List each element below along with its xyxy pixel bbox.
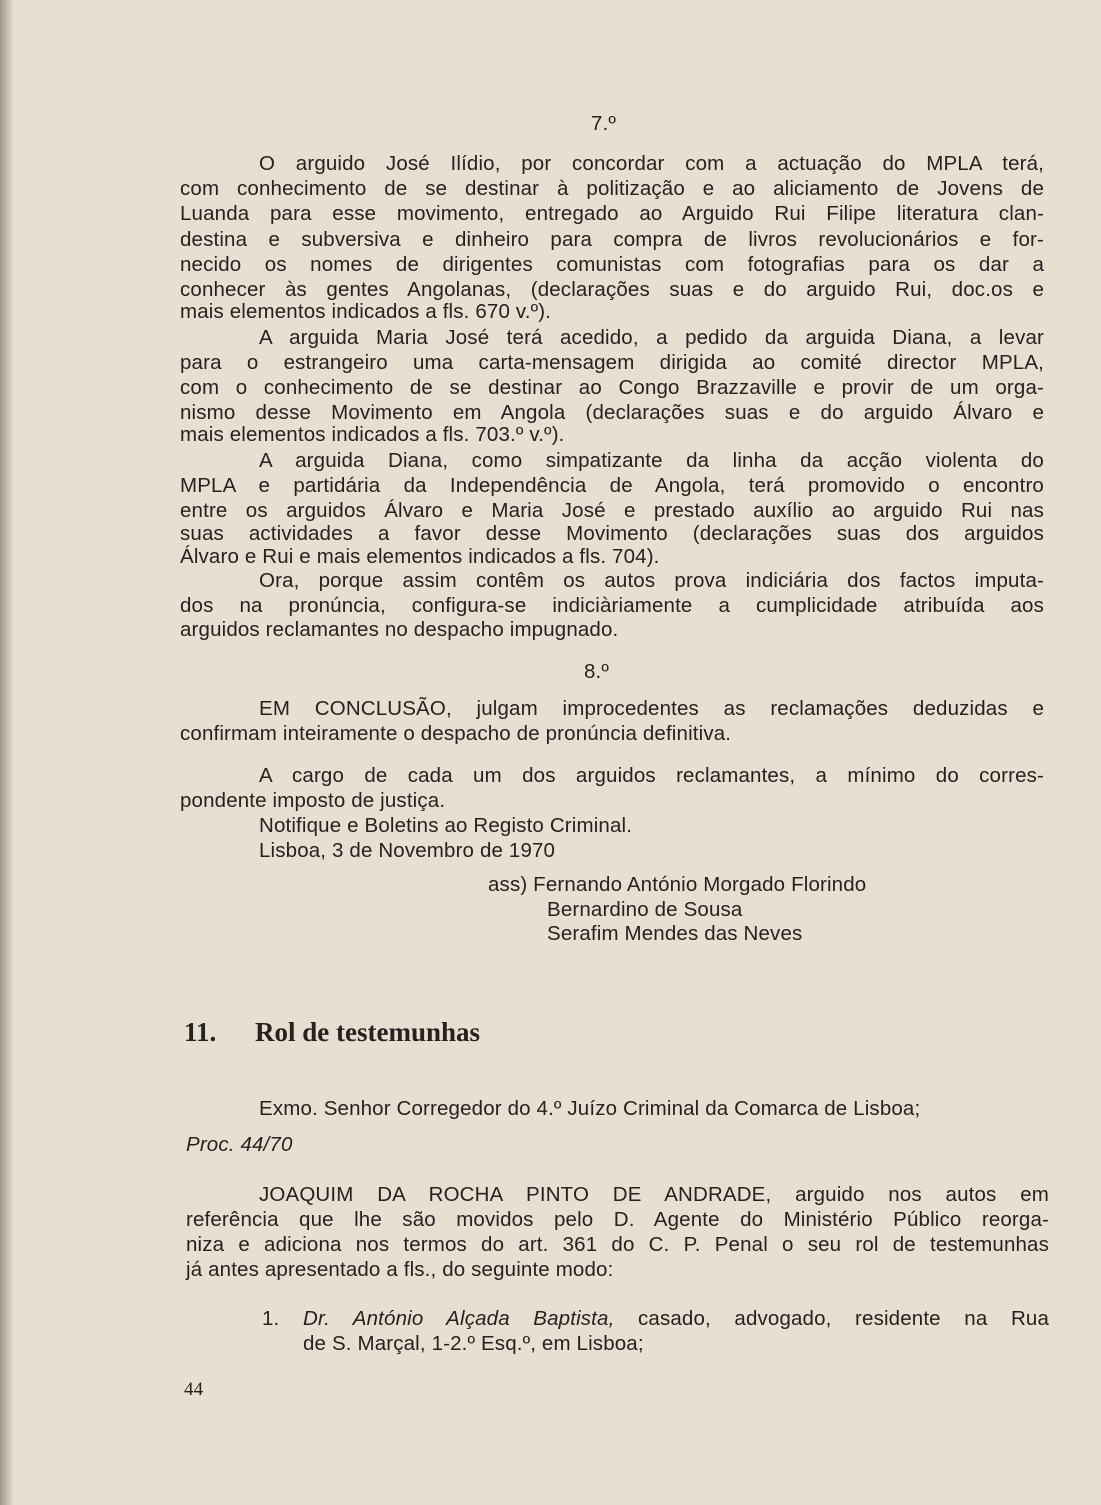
section-8-number: 8.º: [584, 660, 610, 683]
section-7-line: destina e subversiva e dinheiro para compra de livros revolucionários e for-: [180, 228, 1044, 251]
section-7-line: entre os arguidos Álvaro e Maria José e prestado auxílio ao arguido Rui nas: [180, 499, 1044, 522]
section-8-line: Notifique e Boletins ao Registo Criminal.: [259, 814, 633, 837]
section-7-line: necido os nomes de dirigentes comunistas com fotografias para os dar a: [180, 253, 1044, 276]
section-7-line: para o estrangeiro uma carta-mensagem dirigida ao comité director MPLA,: [180, 351, 1044, 374]
signature-line: Serafim Mendes das Neves: [547, 922, 803, 945]
page-number: 44: [184, 1379, 204, 1400]
section-7-number: 7.º: [591, 112, 617, 135]
section-7-line: Álvaro e Rui e mais elementos indicados a fls. 704).: [180, 545, 660, 568]
section-7-line: Luanda para esse movimento, entregado ao Arguido Rui Filipe literatura clan-: [180, 202, 1044, 225]
section-7-line: O arguido José Ilídio, por concordar com a actuação do MPLA terá,: [259, 152, 1044, 175]
section-7-line: A arguida Diana, como simpatizante da linha da acção violenta do: [259, 449, 1044, 472]
section-8-line: A cargo de cada um dos arguidos reclamantes, a mínimo do corres-: [259, 764, 1044, 787]
section-11-line: já antes apresentado a fls., do seguinte modo:: [186, 1258, 614, 1281]
witness-details: casado, advogado, residente na Rua: [614, 1307, 1049, 1330]
binding-edge: [0, 0, 14, 1505]
section-8-line: EM CONCLUSÃO, julgam improcedentes as reclamações deduzidas e: [259, 697, 1044, 720]
witness-address: de S. Marçal, 1-2.º Esq.º, em Lisboa;: [303, 1332, 644, 1355]
signature-line: ass) Fernando António Morgado Florindo: [488, 873, 867, 896]
process-reference: Proc. 44/70: [186, 1133, 293, 1156]
section-7-line: com o conhecimento de se destinar ao Congo Brazzaville e provir de um orga-: [180, 376, 1044, 399]
section-7-line: arguidos reclamantes no despacho impugnado.: [180, 618, 619, 641]
witness-number: 1.: [262, 1307, 280, 1330]
section-heading-number: 11.: [184, 1017, 217, 1047]
section-7-line: suas actividades a favor desse Movimento (declarações suas dos arguidos: [180, 522, 1044, 545]
section-11-line: JOAQUIM DA ROCHA PINTO DE ANDRADE, arguido nos autos em: [259, 1183, 1049, 1206]
section-7-line: mais elementos indicados a fls. 703.º v.º).: [180, 423, 565, 446]
section-7-line: MPLA e partidária da Independência de Angola, terá promovido o encontro: [180, 474, 1044, 497]
section-8-line: confirmam inteiramente o despacho de pronúncia definitiva.: [180, 722, 732, 745]
section-7-line: nismo desse Movimento em Angola (declarações suas e do arguido Álvaro e: [180, 401, 1044, 424]
section-7-line: conhecer às gentes Angolanas, (declarações suas e do arguido Rui, doc.os e: [180, 278, 1044, 301]
section-11-line: niza e adiciona nos termos do art. 361 do C. P. Penal o seu rol de testemunhas: [186, 1233, 1049, 1256]
section-7-line: Ora, porque assim contêm os autos prova indiciária dos factos imputa-: [259, 569, 1044, 592]
witness-name: Dr. António Alçada Baptista,: [303, 1307, 615, 1330]
section-heading-title: Rol de testemunhas: [255, 1017, 481, 1047]
section-7-line: A arguida Maria José terá acedido, a pedido da arguida Diana, a levar: [259, 326, 1044, 349]
section-8-line: Lisboa, 3 de Novembro de 1970: [259, 839, 556, 862]
signature-line: Bernardino de Sousa: [547, 898, 743, 921]
witness-entry-line: [303, 1307, 1049, 1331]
section-7-line: dos na pronúncia, configura-se indiciàriamente a cumplicidade atribuída aos: [180, 594, 1044, 617]
section-7-line: com conhecimento de se destinar à politização e ao aliciamento de Jovens de: [180, 177, 1044, 200]
address-line: Exmo. Senhor Corregedor do 4.º Juízo Criminal da Comarca de Lisboa;: [259, 1097, 921, 1120]
section-11-line: referência que lhe são movidos pelo D. Agente do Ministério Público reorga-: [186, 1208, 1049, 1231]
section-8-line: pondente imposto de justiça.: [180, 789, 446, 812]
section-7-line: mais elementos indicados a fls. 670 v.º).: [180, 300, 552, 323]
